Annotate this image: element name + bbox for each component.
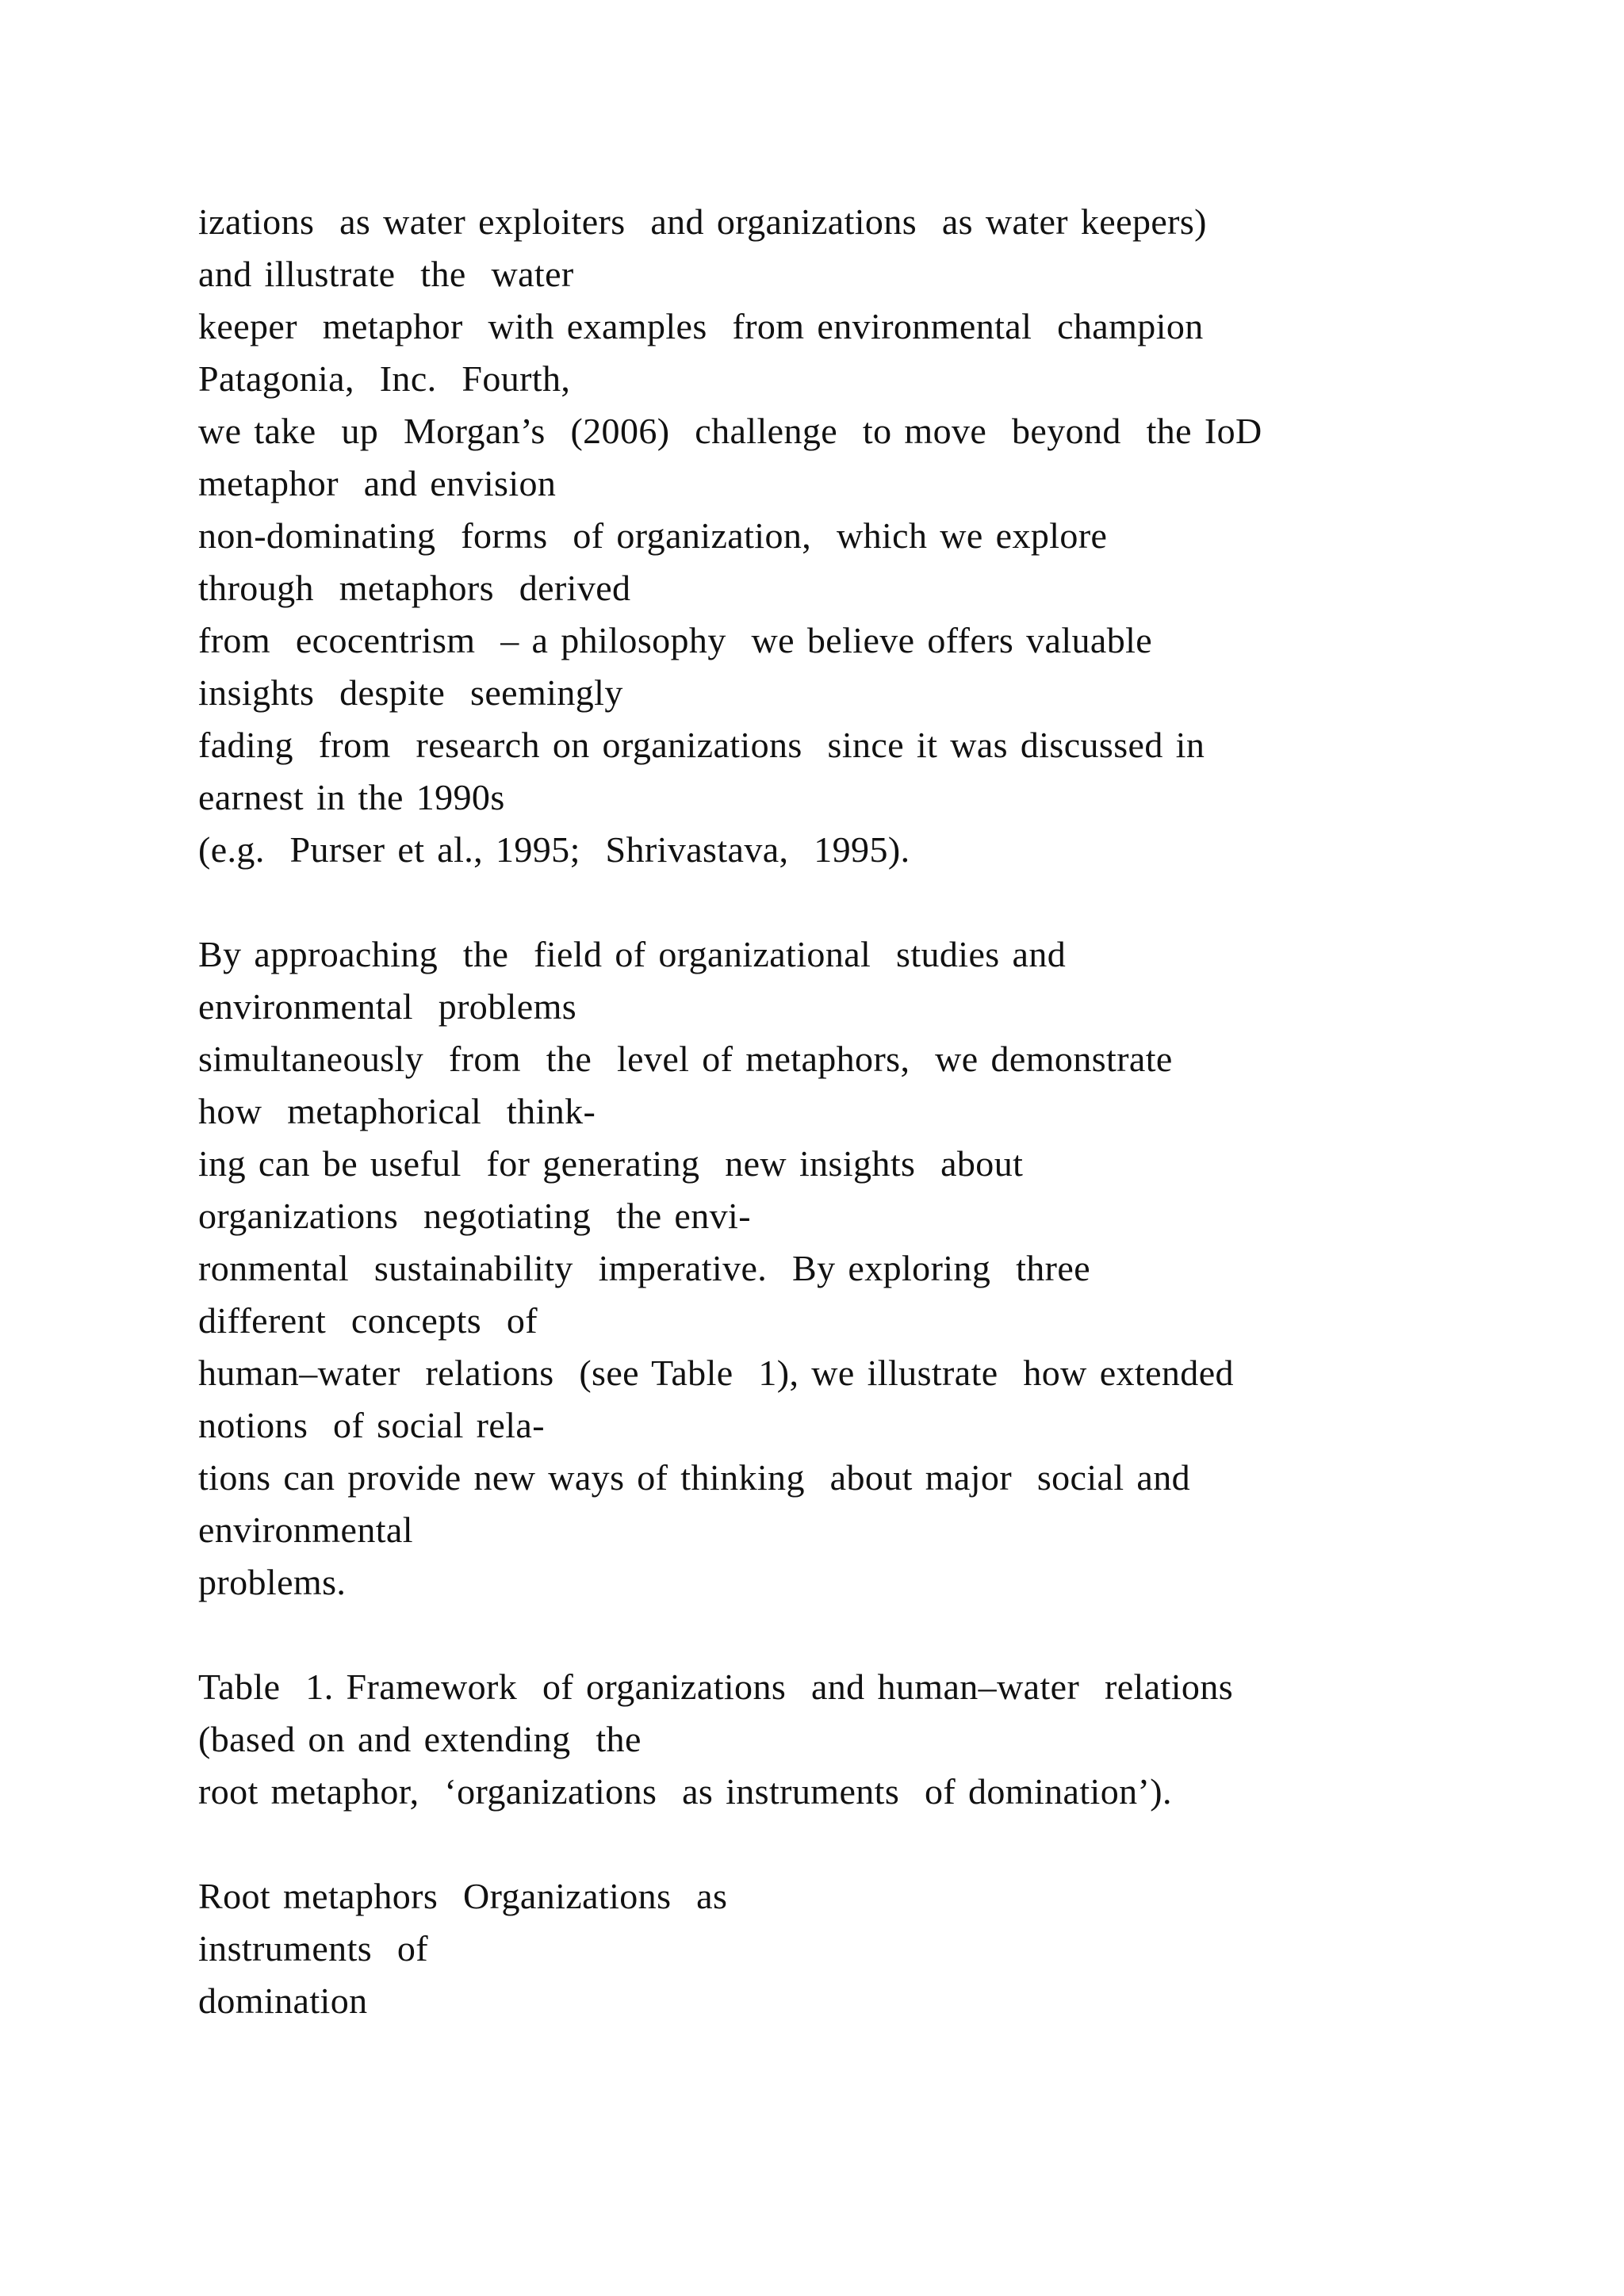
- text-line: environmental problems: [198, 986, 577, 1027]
- text-line: simultaneously from the level of metaphors, we demonstrate: [198, 1039, 1173, 1079]
- text-line: human–water relations (see Table 1), we illustrate how extended: [198, 1353, 1234, 1393]
- text-line: non-dominating forms of organization, which we explore: [198, 515, 1108, 556]
- text-line: Patagonia, Inc. Fourth,: [198, 358, 571, 399]
- text-line: environmental: [198, 1510, 413, 1550]
- text-line: (e.g. Purser et al., 1995; Shrivastava, 1995).: [198, 829, 910, 870]
- text-line: (based on and extending the: [198, 1719, 642, 1759]
- text-line: keeper metaphor with examples from environmental champion: [198, 306, 1204, 346]
- text-line: fading from research on organizations since it was discussed in: [198, 725, 1205, 765]
- text-line: we take up Morgan’s (2006) challenge to move beyond the IoD: [198, 411, 1262, 451]
- text-line: different concepts of: [198, 1300, 538, 1341]
- text-line: ronmental sustainability imperative. By exploring three: [198, 1248, 1091, 1288]
- text-line: from ecocentrism – a philosophy we believe offers valuable: [198, 620, 1153, 660]
- text-line: organizations negotiating the envi-: [198, 1196, 751, 1236]
- text-line: izations as water exploiters and organizations as water keepers): [198, 201, 1207, 242]
- text-line: root metaphor, ‘organizations as instruments of domination’).: [198, 1771, 1172, 1812]
- text-line: Table 1. Framework of organizations and human–water relations: [198, 1667, 1234, 1707]
- text-line: By approaching the field of organizational studies and: [198, 934, 1067, 974]
- text-line: notions of social rela-: [198, 1405, 545, 1445]
- text-line: insights despite seemingly: [198, 672, 623, 713]
- text-line: instruments of: [198, 1928, 428, 1969]
- text-line: earnest in the 1990s: [198, 777, 505, 817]
- text-line: metaphor and envision: [198, 463, 557, 503]
- text-line: domination: [198, 1980, 368, 2021]
- text-line: ing can be useful for generating new insights about: [198, 1143, 1024, 1184]
- text-line: Root metaphors Organizations as: [198, 1876, 728, 1916]
- text-line: through metaphors derived: [198, 568, 631, 608]
- text-line: tions can provide new ways of thinking about major social and: [198, 1457, 1191, 1498]
- text-line: how metaphorical think-: [198, 1091, 596, 1131]
- text-line: problems.: [198, 1562, 347, 1602]
- text-line: and illustrate the water: [198, 254, 574, 294]
